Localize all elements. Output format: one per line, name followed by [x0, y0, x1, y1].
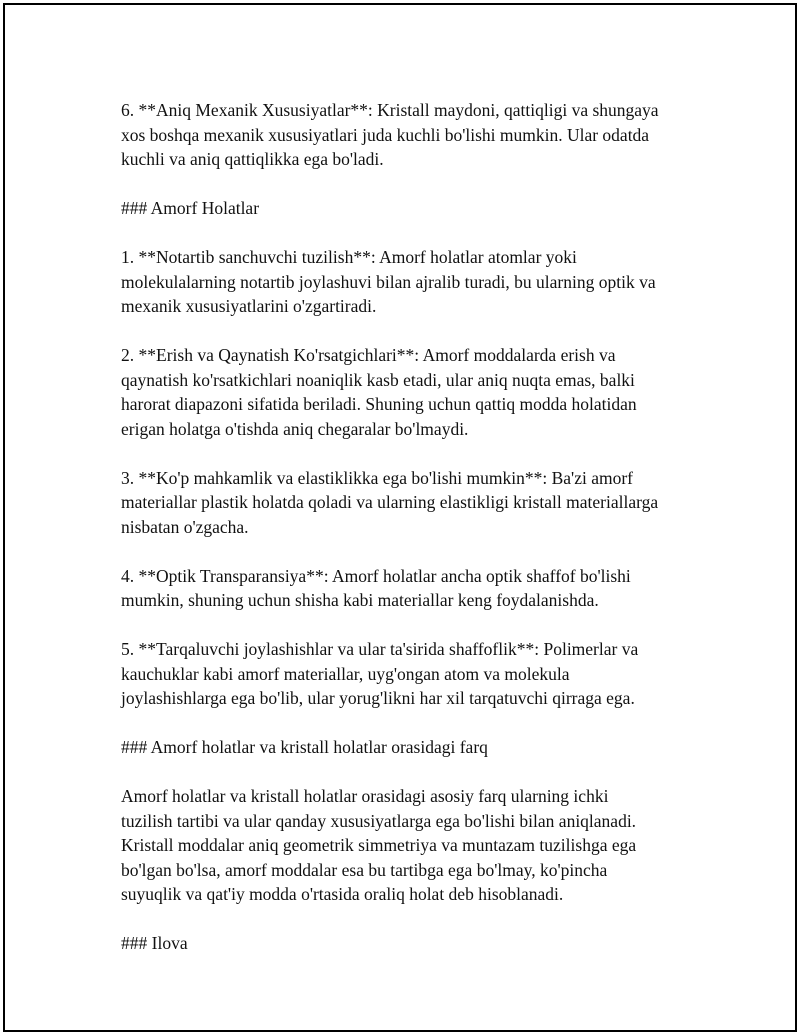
paragraph-difference [121, 784, 711, 907]
paragraph-disordered-structure [121, 245, 711, 319]
text-line: kauchuklar kabi amorf materiallar, uyg'ongan atom va molekula [121, 663, 570, 684]
text-line: 3. **Ko'p mahkamlik va elastiklikka ega bo'lishi mumkin**: Ba'zi amorf [121, 467, 634, 488]
paragraph-elasticity [121, 466, 711, 540]
text-line: 1. **Notartib sanchuvchi tuzilish**: Amorf holatlar atomlar yoki [121, 247, 577, 267]
paragraph-scattering [121, 637, 711, 711]
text-line: xos boshqa mexanik xususiyatlari juda kuchli bo'lishi mumkin. Ular odatda [121, 124, 650, 145]
text-line: erigan holatga o'tishda aniq chegaralar bo'lmaydi. [121, 418, 469, 439]
text-line: Amorf holatlar va kristall holatlar orasidagi asosiy farq ularning ichki [121, 786, 609, 806]
text-line: tuzilish tartibi va ular qanday xususiyatlarga ega bo'lishi bilan aniqlanadi. [121, 810, 637, 831]
paragraph-melting-boiling [121, 343, 711, 441]
text-line: mexanik xususiyatlarini o'zgartiradi. [121, 296, 377, 316]
text-line: 5. **Tarqaluvchi joylashishlar va ular ta'sirida shaffoflik**: Polimerlar va [121, 639, 639, 659]
paragraph-optical-transparency [121, 564, 711, 613]
text-line: qaynatish ko'rsatkichlari noaniqlik kasb etadi, ular aniq nuqta emas, balki [121, 369, 635, 390]
document-body [121, 98, 711, 980]
text-line: Kristall moddalar aniq geometrik simmetriya va muntazam tuzilishga ega [121, 835, 637, 855]
text-line: 4. **Optik Transparansiya**: Amorf holatlar ancha optik shaffof bo'lishi [121, 565, 631, 586]
text-line: materiallar plastik holatda qoladi va ularning elastikligi kristall materiallarga [121, 492, 659, 512]
page-frame [3, 3, 797, 1032]
text-line: joylashishlarga ega bo'lib, ular yorug'likni har xil tarqatuvchi qirraga ega. [121, 688, 635, 708]
text-line: molekulalarning notartib joylashuvi bilan ajralib turadi, bu ularning optik va [121, 271, 656, 292]
heading-text: ### Amorf holatlar va kristall holatlar orasidagi farq [121, 737, 488, 757]
heading-difference [121, 735, 711, 760]
heading-text: ### Ilova [121, 933, 188, 953]
text-line: nisbatan o'zgacha. [121, 516, 249, 537]
text-line: 6. **Aniq Mexanik Xususiyatlar**: Kristall maydoni, qattiqligi va shungaya [121, 100, 659, 120]
text-line: suyuqlik va qat'iy modda o'rtasida oraliq holat deb hisoblanadi. [121, 884, 564, 904]
text-line: kuchli va aniq qattiqlikka ega bo'ladi. [121, 149, 384, 169]
paragraph-mechanical-properties [121, 98, 711, 172]
text-line: 2. **Erish va Qaynatish Ko'rsatgichlari**: Amorf moddalarda erish va [121, 345, 616, 365]
text-line: bo'lgan bo'lsa, amorf moddalar esa bu tartibga ega bo'lmay, ko'pincha [121, 859, 608, 880]
text-line: mumkin, shuning uchun shisha kabi materiallar keng foydalanishda. [121, 590, 599, 610]
heading-appendix [121, 931, 711, 956]
heading-amorphous-states [121, 196, 711, 221]
text-line: harorat diapazoni sifatida beriladi. Shuning uchun qattiq modda holatidan [121, 394, 637, 414]
heading-text: ### Amorf Holatlar [121, 198, 260, 218]
